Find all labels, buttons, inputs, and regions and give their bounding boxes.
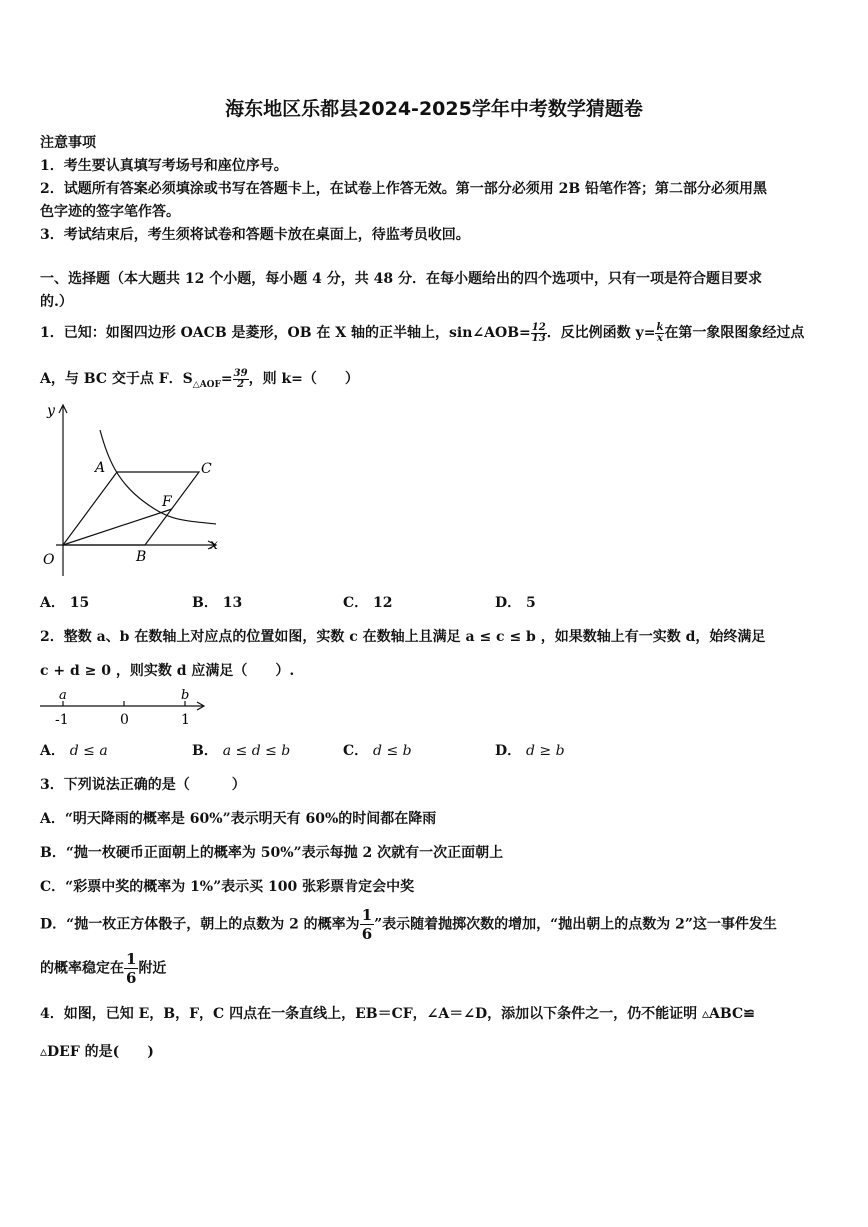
tick-label: 0	[120, 712, 129, 728]
option-d-text: 的概率稳定在	[40, 960, 124, 977]
q1-text: ，则 k=（ ）	[248, 371, 359, 387]
option-b: B． 13	[192, 595, 243, 611]
label-x: x	[210, 537, 218, 553]
notice-item: 1．考生要认真填写考场号和座位序号。	[40, 158, 288, 174]
q1-text: A，与 BC 交于点 F．S	[40, 371, 193, 387]
triangle-subscript: △AOF	[192, 379, 221, 390]
label-b: b	[181, 688, 190, 703]
tick-label: -1	[55, 712, 69, 728]
q1-text: =	[220, 371, 233, 387]
question-2-stem-cont: c + d ≥ 0 ，则实数 d 应满足（ ）.	[40, 663, 295, 679]
label-o: O	[43, 552, 55, 568]
rhombus-oacb	[63, 472, 199, 545]
option-d-cont	[40, 950, 166, 987]
segment-of	[63, 509, 172, 545]
option-b: B． a ≤ d ≤ b	[192, 743, 291, 759]
option-b: B．“抛一枚硬币正面朝上的概率为 50%”表示每抛 2 次就有一次正面朝上	[40, 845, 504, 861]
question-4-stem: 4．如图，已知 E，B，F，C 四点在一条直线上，EB＝CF，∠A＝∠D，添加以下条件之一，仍不能证明 ▵ABC≌	[40, 1006, 755, 1022]
notice-item: 色字迹的签字笔作答。	[40, 204, 180, 220]
option-d	[40, 906, 777, 943]
one-sixth-fraction: $\frac{1}{6}$	[361, 906, 373, 943]
label-a: a	[59, 688, 67, 703]
question-1-stem-cont	[40, 368, 359, 390]
q1-text: ．反比例函数 y=	[546, 325, 656, 341]
hyperbola-curve	[100, 430, 216, 524]
option-a: A． d ≤ a	[40, 743, 108, 759]
tick-label: 1	[181, 712, 190, 728]
page-title: 海东地区乐都县2024-2025学年中考数学猜题卷	[225, 98, 643, 120]
one-sixth-fraction: $\frac{1}{6}$	[126, 950, 137, 987]
notice-item: 2．试题所有答案必须填涂或书写在答题卡上，在试卷上作答无效。第一部分必须用 2B 铅笔作答；第二部分必须用黑	[40, 181, 768, 197]
area-fraction: $\frac{39}{2}$	[233, 367, 248, 390]
notice-item: 3．考试结束后，考生须将试卷和答题卡放在桌面上，待监考员收回。	[40, 227, 470, 243]
k-fraction: $\frac{k}{x}$	[656, 321, 664, 344]
label-a: A	[95, 460, 106, 476]
question-1-stem	[40, 322, 804, 344]
question-4-stem-cont: ▵DEF 的是( )	[40, 1044, 154, 1060]
label-c: C	[201, 461, 212, 477]
rhombus-figure	[38, 398, 223, 583]
option-d: D． d ≥ b	[495, 743, 565, 759]
option-a: A． 15	[40, 595, 90, 611]
option-d-text: ”表示随着抛掷次数的增加，“抛出朝上的点数为 2”这一事件发生	[374, 916, 777, 933]
q1-text: 1．已知：如图四边形 OACB 是菱形，OB 在 X 轴的正半轴上，sin∠AOB=	[40, 325, 531, 341]
option-c: C．“彩票中奖的概率为 1%”表示买 100 张彩票肯定会中奖	[40, 879, 415, 895]
option-a: A．“明天降雨的概率是 60%”表示明天有 60%的时间都在降雨	[40, 811, 437, 827]
option-d-text: 附近	[138, 960, 167, 977]
option-c: C． d ≤ b	[343, 743, 412, 759]
section-heading-cont: 的.）	[40, 294, 73, 310]
label-b: B	[136, 549, 147, 565]
question-3-stem: 3．下列说法正确的是（ ）	[40, 777, 246, 793]
notice-heading: 注意事项	[40, 135, 96, 151]
sin-fraction: $\frac{12}{13}$	[531, 321, 546, 344]
option-d-text: D．“抛一枚正方体骰子，朝上的点数为 2 的概率为	[40, 916, 360, 933]
section-heading: 一、选择题（本大题共 12 个小题，每小题 4 分，共 48 分．在每小题给出的四个选项中，只有一项是符合题目要求	[40, 271, 762, 287]
label-y: y	[47, 403, 55, 419]
q1-text: 在第一象限图象经过点	[664, 325, 805, 341]
option-c: C． 12	[343, 595, 393, 611]
number-line	[38, 684, 210, 730]
question-2-stem: 2．整数 a、b 在数轴上对应点的位置如图，实数 c 在数轴上且满足 a ≤ c ≤ b ，如果数轴上有一实数 d，始终满足	[40, 629, 766, 645]
label-f: F	[162, 494, 172, 510]
option-d: D． 5	[495, 595, 536, 611]
